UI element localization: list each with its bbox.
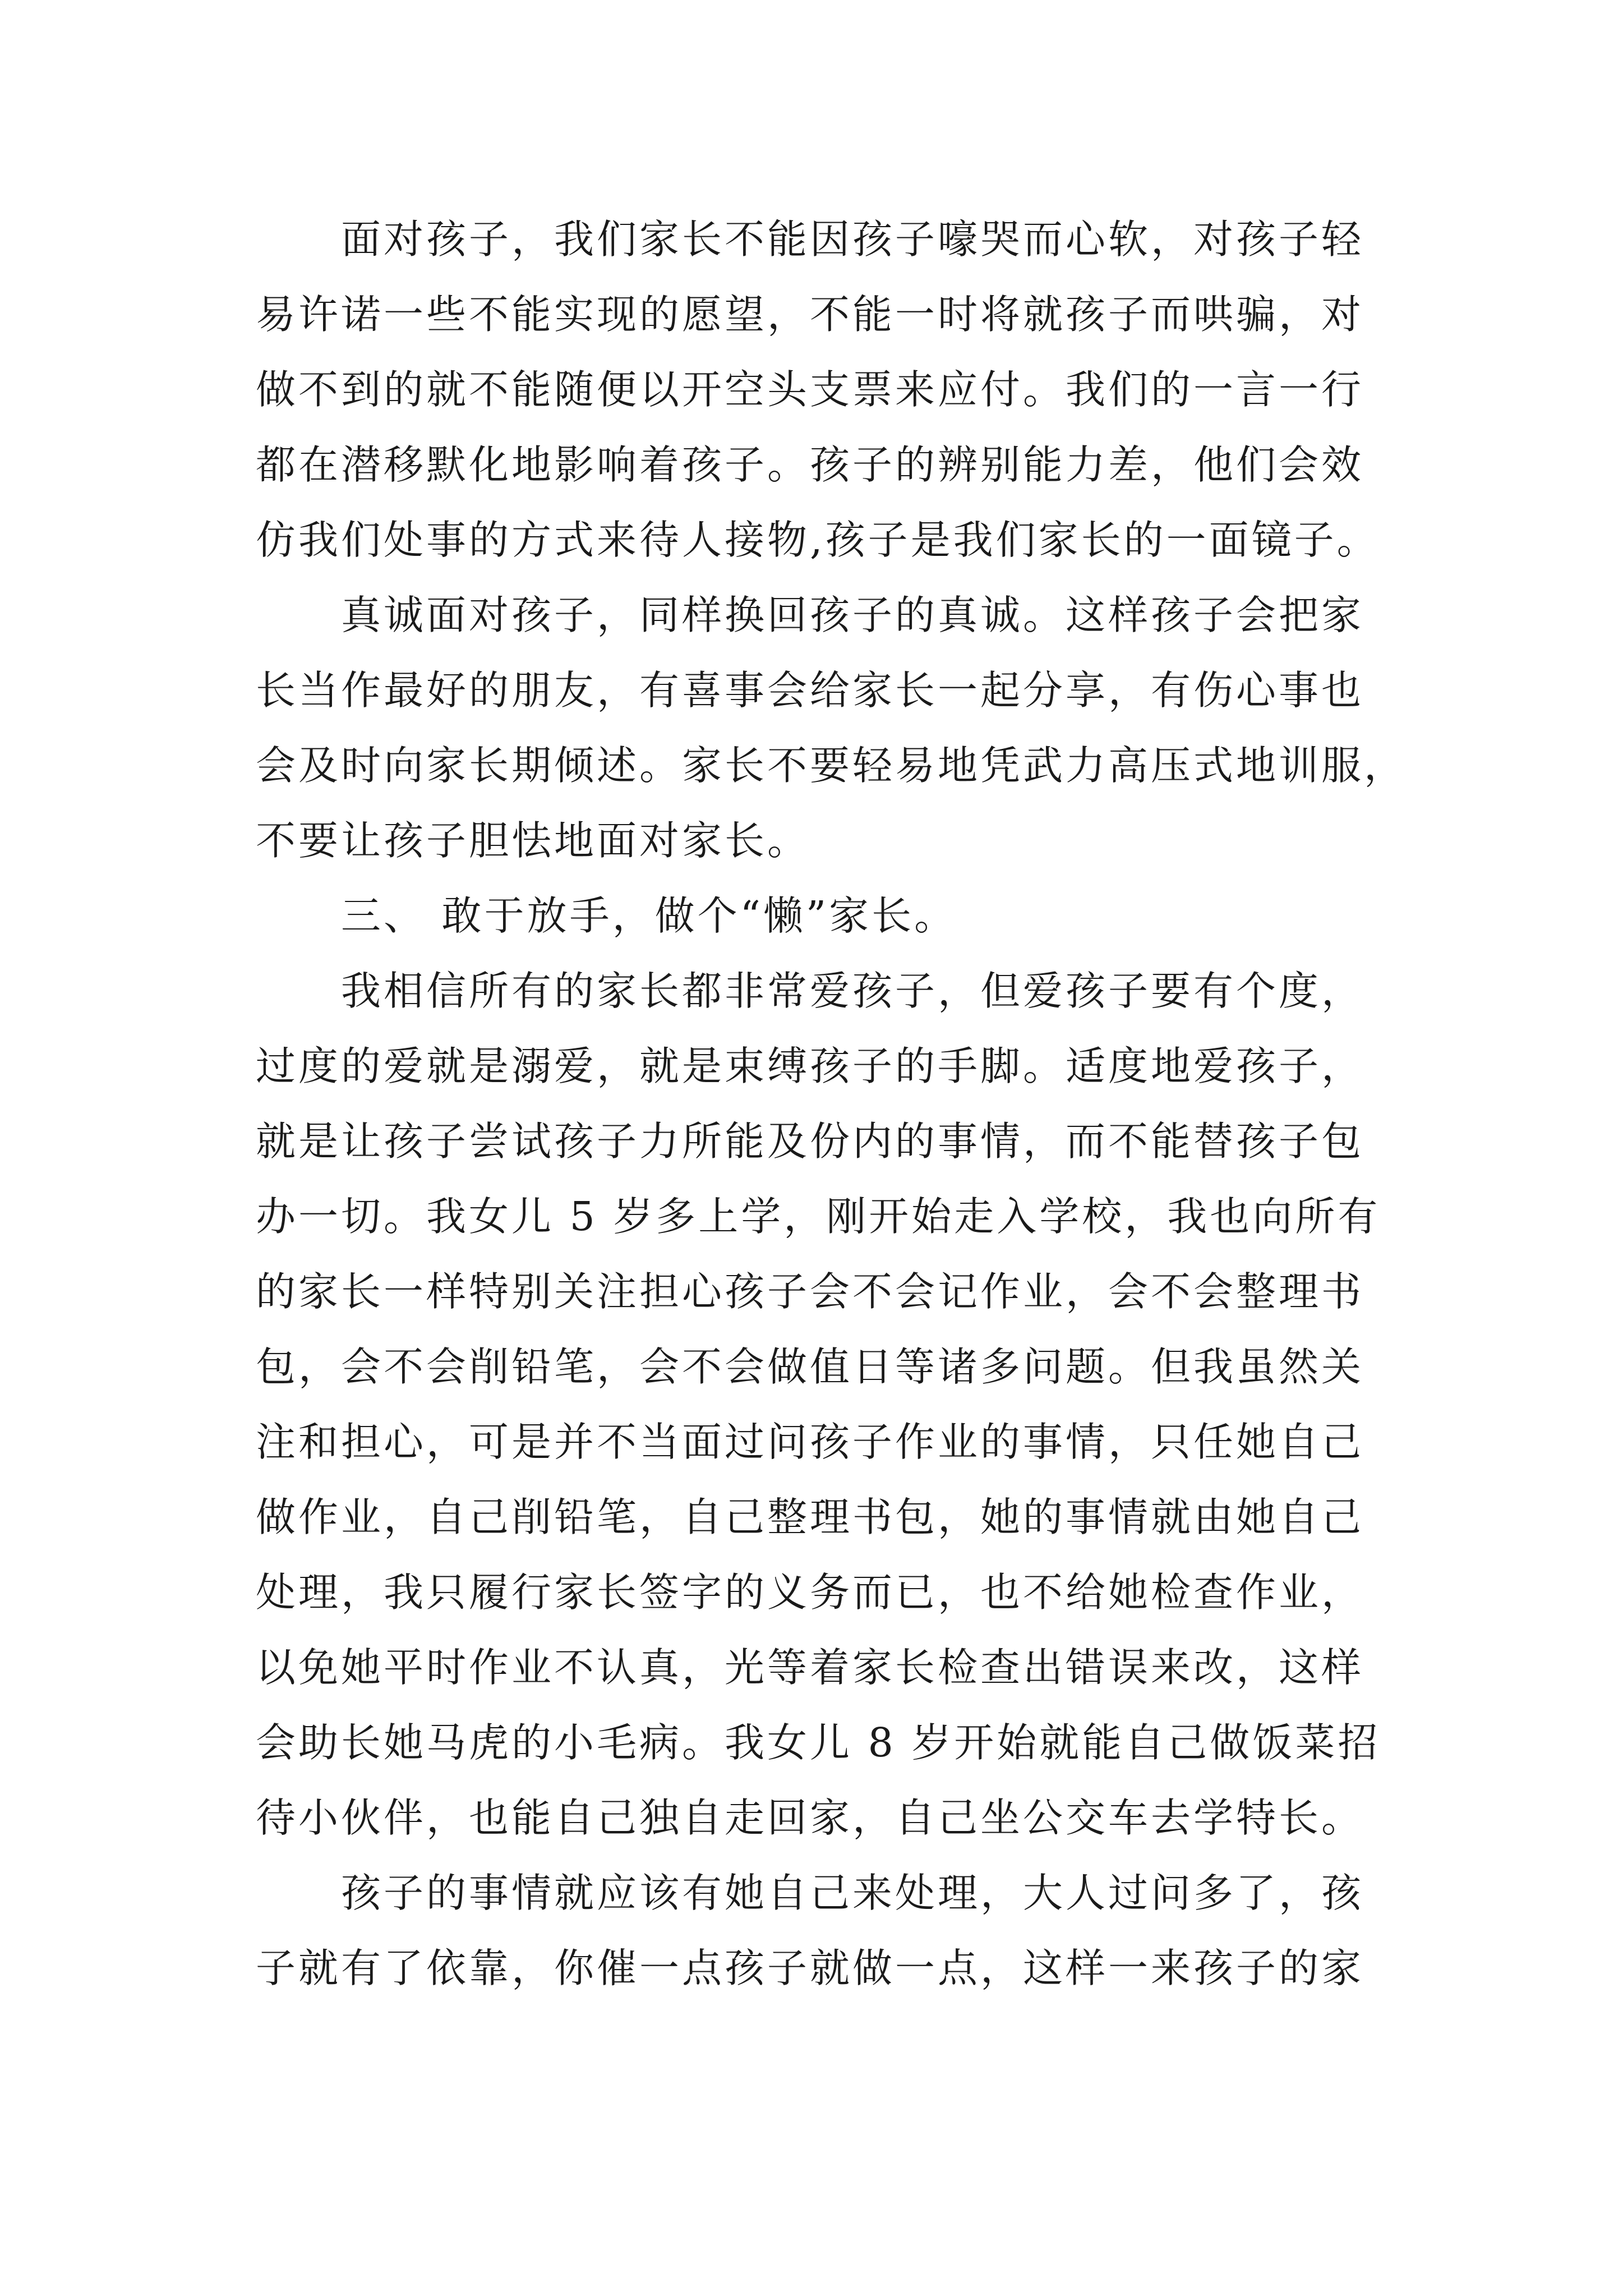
text-line: 不要让孩子胆怯地面对家长。 [256,817,810,864]
text-line: 我相信所有的家长都非常爱孩子，但爱孩子要有个度， [341,968,1364,1014]
document-body [256,202,1407,2006]
text-line: 面对孩子，我们家长不能因孩子嚎哭而心软，对孩子轻 [341,216,1364,263]
text-line: 都在潜移默化地影响着孩子。孩子的辨别能力差，他们会效 [256,441,1364,488]
text-line: 真诚面对孩子，同样换回孩子的真诚。这样孩子会把家 [341,592,1364,638]
text-line: 过度的爱就是溺爱，就是束缚孩子的手脚。适度地爱孩子， [256,1043,1364,1089]
text-line: 包，会不会削铅笔，会不会做值日等诸多问题。但我虽然关 [256,1343,1364,1390]
text-line: 长当作最好的朋友，有喜事会给家长一起分享，有伤心事也 [256,667,1364,714]
text-line: 孩子的事情就应该有她自己来处理，大人过问多了，孩 [341,1870,1364,1916]
text-line: 的家长一样特别关注担心孩子会不会记作业，会不会整理书 [256,1268,1364,1315]
text-line: 待小伙伴，也能自己独自走回家，自己坐公交车去学特长。 [256,1795,1364,1841]
text-line: 易许诺一些不能实现的愿望，不能一时将就孩子而哄骗，对 [256,291,1364,338]
text-line: 会助长她马虎的小毛病。我女儿 8 岁开始就能自己做饭菜招 [256,1719,1381,1766]
text-line: 仿我们处事的方式来待人接物,孩子是我们家长的一面镜子。 [256,517,1380,563]
text-line: 处理，我只履行家长签字的义务而已，也不给她检查作业， [256,1569,1364,1616]
text-line: 就是让孩子尝试孩子力所能及份内的事情，而不能替孩子包 [256,1118,1364,1165]
text-line: 以免她平时作业不认真，光等着家长检查出错误来改，这样 [256,1644,1364,1691]
text-line: 做不到的就不能随便以开空头支票来应付。我们的一言一行 [256,366,1364,413]
text-line: 注和担心，可是并不当面过问孩子作业的事情，只任她自己 [256,1419,1364,1465]
text-line: 办一切。我女儿 5 岁多上学，刚开始走入学校，我也向所有 [256,1193,1381,1240]
text-line: 子就有了依靠，你催一点孩子就做一点，这样一来孩子的家 [256,1945,1364,1991]
section-heading: 三、 敢于放手，做个“懒”家长。 [341,892,957,939]
text-line: 做作业，自己削铅笔，自己整理书包，她的事情就由她自己 [256,1494,1364,1540]
text-line: 会及时向家长期倾述。家长不要轻易地凭武力高压式地训服， [256,742,1407,789]
